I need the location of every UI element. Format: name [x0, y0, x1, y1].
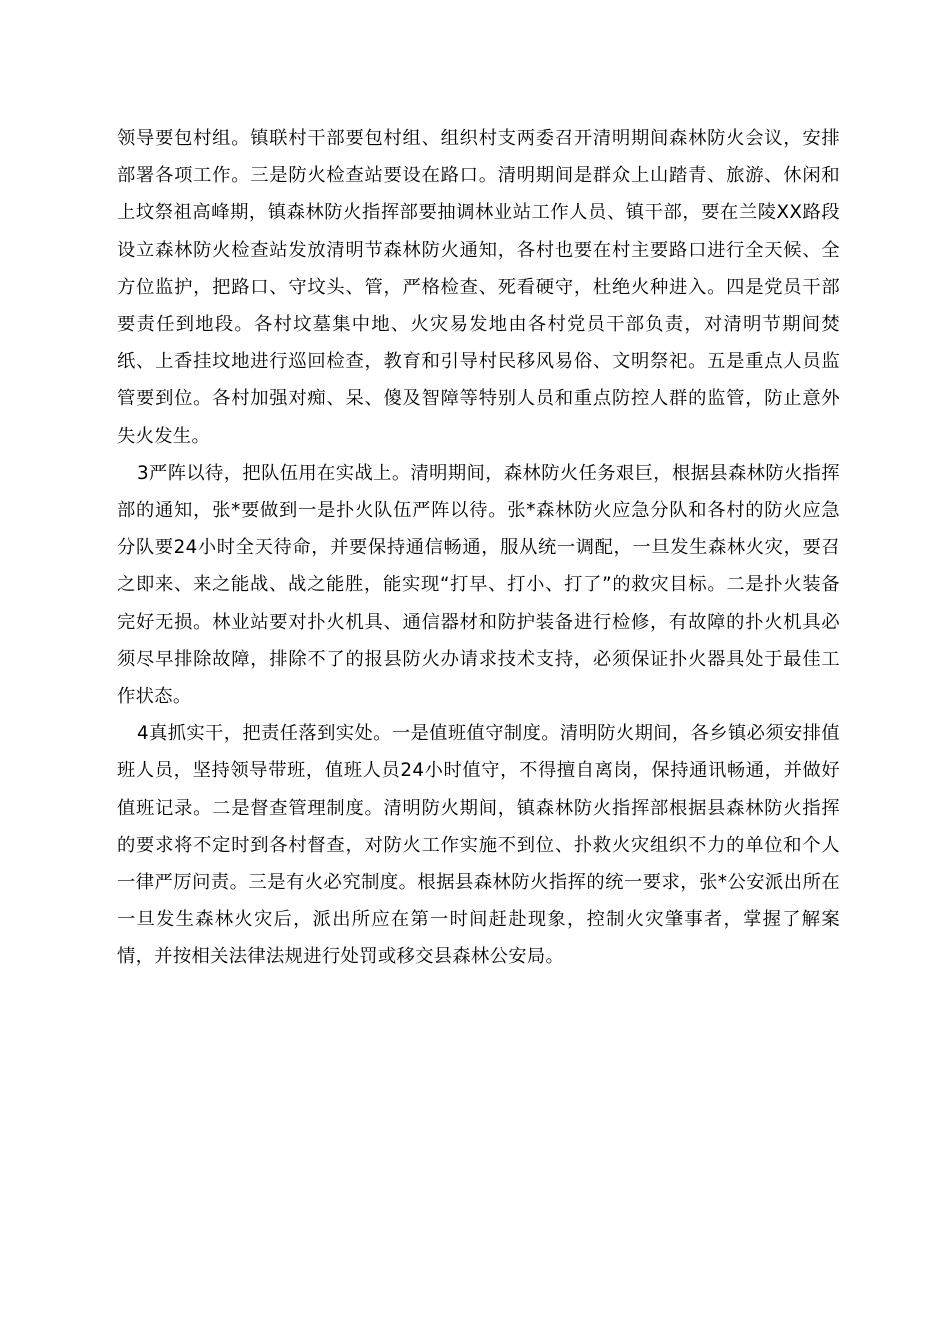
document-page	[117, 120, 840, 976]
paragraph-section-4: 4真抓实干，把责任落到实处。一是值班值守制度。清明防火期间，各乡镇必须安排值班人员，坚持领导带班，值班人员24小时值守，不得擅自离岗，保持通讯畅通，并做好值班记录。二是督查管理制度。清明防火期间，镇森林防火指挥部根据县森林防火指挥的要求将不定时到各村督查，对防火工作实施不到位、扑救火灾组织不力的单位和个人一律严厉问责。三是有火必究制度。根据县森林防火指挥的统一要求，张*公安派出所在一旦发生森林火灾后，派出所应在第一时间赶赴现象，控制火灾肇事者，掌握了解案情，并按相关法律法规进行处罚或移交县森林公安局。	[117, 723, 840, 968]
paragraph-continuation: 领导要包村组。镇联村干部要包村组、组织村支两委召开清明期间森林防火会议，安排部署各项工作。三是防火检查站要设在路口。清明期间是群众上山踏青、旅游、休闲和上坟祭祖高峰期，镇森林防火指挥部要抽调林业站工作人员、镇干部，要在兰陵XX路段设立森林防火检查站发放清明节森林防火通知，各村也要在村主要路口进行全天候、全方位监护，把路口、守坟头、管，严格检查、死看硬守，杜绝火种进入。四是党员干部要责任到地段。各村坟墓集中地、火灾易发地由各村党员干部负责，对清明节期间焚纸、上香挂坟地进行巡回检查，教育和引导村民移风易俗、文明祭祀。五是重点人员监管要到位。各村加强对痴、呆、傻及智障等特别人员和重点防控人群的监管，防止意外失火发生。	[117, 128, 840, 447]
paragraph-section-3: 3严阵以待，把队伍用在实战上。清明期间，森林防火任务艰巨，根据县森林防火指挥部的通知，张*要做到一是扑火队伍严阵以待。张*森林防火应急分队和各村的防火应急分队要24小时全天待命，并要保持通信畅通，服从统一调配，一旦发生森林火灾，要召之即来、来之能战、战之能胜，能实现“打早、打小、打了”的救灾目标。二是扑火装备完好无损。林业站要对扑火机具、通信器材和防护装备进行检修，有故障的扑火机具必须尽早排除故障，排除不了的报县防火办请求技术支持，必须保证扑火器具处于最佳工作状态。	[117, 462, 840, 708]
